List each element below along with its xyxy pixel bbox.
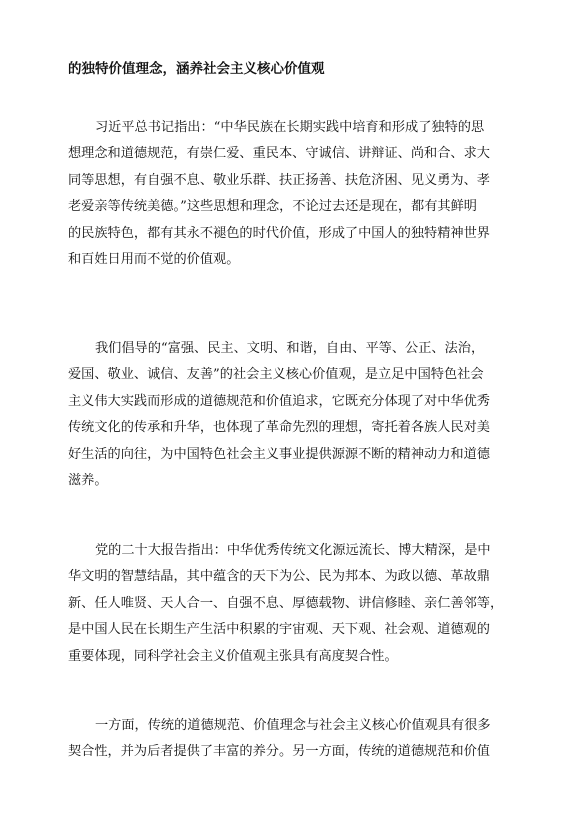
paragraph-line: 重要体现，同科学社会主义价值观主张具有高度契合性。	[68, 648, 398, 664]
paragraph-core-values	[68, 336, 516, 494]
section-heading: 的独特价值理念，涵养社会主义核心价值观	[68, 61, 325, 77]
paragraph-on-one-hand	[68, 713, 516, 766]
paragraph-line: 老爱亲等传统美德。”这些思想和理念，不论过去还是现在，都有其鲜明	[68, 199, 477, 215]
paragraph-line: 传统文化的传承和升华，也体现了革命先烈的理想，寄托着各族人民对美	[68, 420, 490, 436]
paragraph-line: 和百姓日用而不觉的价值观。	[68, 252, 240, 268]
paragraph-line: 一方面，传统的道德规范、价值理念与社会主义核心价值观具有很多	[95, 718, 491, 733]
paragraph-line: 习近平总书记指出：“中华民族在长期实践中培育和形成了独特的思	[95, 120, 485, 135]
paragraph-line: 滋养。	[68, 473, 108, 489]
paragraph-line: 同等思想，有自强不息、敬业乐群、扶正扬善、扶危济困、见义勇为、孝	[68, 172, 490, 188]
paragraph-line: 主义伟大实践而形成的道德规范和价值追求，它既充分体现了对中华优秀	[68, 393, 490, 409]
paragraph-line: 华文明的智慧结晶，其中蕴含的天下为公、民为邦本、为政以德、革故鼎	[68, 569, 490, 585]
paragraph-line: 是中国人民在长期生产生活中积累的宇宙观、天下观、社会观、道德观的	[68, 622, 490, 638]
paragraph-xi-quote	[68, 115, 516, 273]
paragraph-line: 契合性，并为后者提供了丰富的养分。另一方面，传统的道德规范和价值	[68, 744, 490, 760]
paragraph-line: 好生活的向往，为中国特色社会主义事业提供源源不断的精神动力和道德	[68, 446, 490, 462]
paragraph-party-report	[68, 538, 516, 670]
paragraph-line: 我们倡导的“富强、民主、文明、和谐，自由、平等、公正、法治，	[95, 341, 485, 356]
paragraph-line: 爱国、敬业、诚信、友善”的社会主义核心价值观，是立足中国特色社会	[68, 367, 484, 383]
paragraph-line: 新、任人唯贤、天人合一、自强不息、厚德载物、讲信修睦、亲仁善邻等，	[68, 595, 504, 611]
paragraph-line: 的民族特色，都有其永不褪色的时代价值，形成了中国人的独特精神世界	[68, 225, 490, 241]
paragraph-line: 党的二十大报告指出：中华优秀传统文化源远流长、博大精深，是中	[95, 543, 491, 558]
paragraph-line: 想理念和道德规范，有崇仁爱、重民本、守诚信、讲辩证、尚和合、求大	[68, 146, 490, 162]
